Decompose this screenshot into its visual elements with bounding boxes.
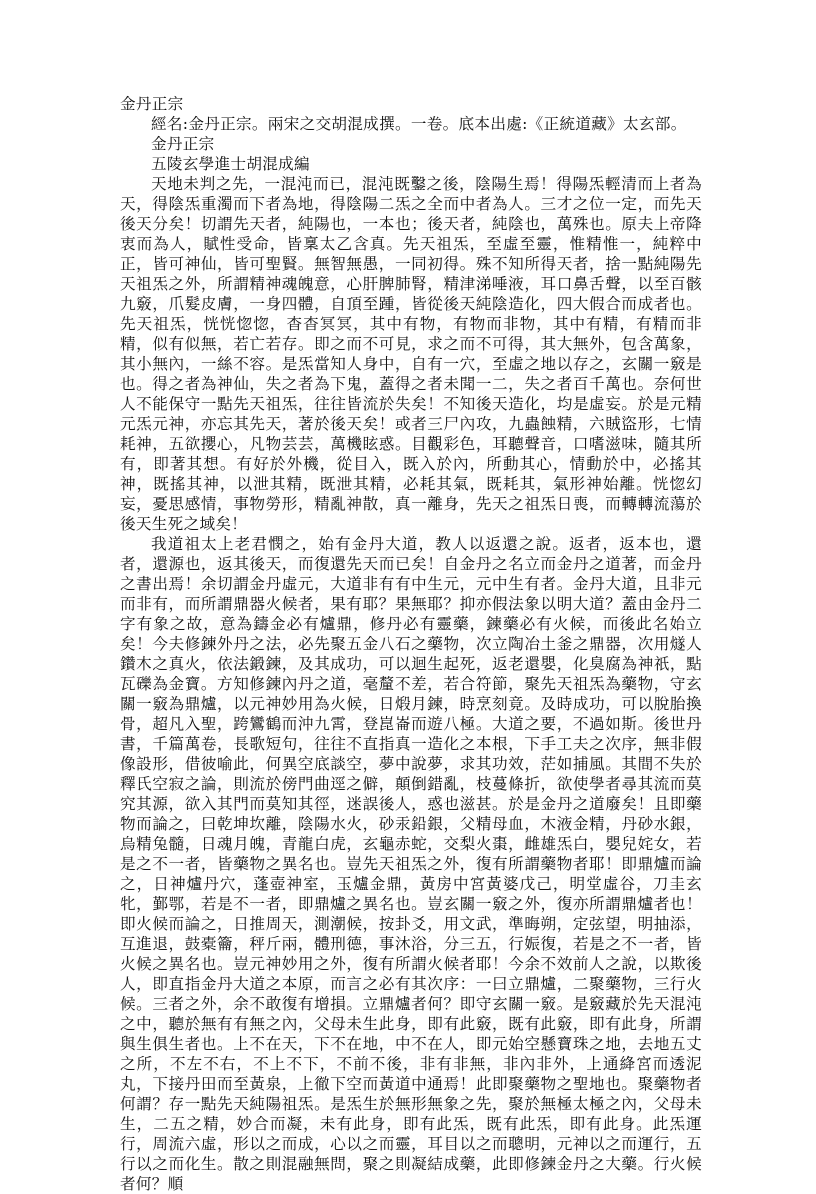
source-note: 經名:金丹正宗。兩宋之交胡混成撰。一卷。底本出處:《正統道藏》太玄部。 <box>151 115 687 133</box>
body-paragraph: 天地未判之先，一混沌而已，混沌既鑿之後，陰陽生焉！得陽炁輕清而上者為天，得陰炁重濁而下者為地，得陰陽二炁之全而中者為人。三才之位一定，而先天後天分矣！切謂先天者，純陽也，一本也；後天者，純陰也，萬殊也。原夫上帝降衷而為人，賦性受命，皆稟太乙含真。先天祖炁，至虛至靈，惟精惟一，純粹中正，皆可神仙，皆可聖賢。無智無愚，一同初得。殊不知所得天者，捨一點純陽先天祖炁之外，所謂精神魂魄意，心肝脾肺腎，精津涕唾液，耳口鼻舌聲，以至百骸九竅，爪髮皮膚，一身四體，自頂至踵，皆從後天純陰造化，四大假合而成者也。先天祖炁，恍恍惚惚，杳杳冥冥，其中有物，有物而非物，其中有精，有精而非精，似有似無，若亡若存。即之而不可見，求之而不可得，其大無外，包含萬象，其小無內，一絲不容。是炁當知人身中，自有一穴，至虛之地以存之，玄關一竅是也。得之者為神仙，失之者為下鬼，蓋得之者未聞一二，失之者百千萬也。奈何世人不能保守一點先天祖炁，往往皆流於失矣！不知後天造化，均是虛妄。於是元精元炁元神，亦忘其先天，著於後天矣！或者三尸內攻，九蟲蝕精，六賊盜形，七情耗神，五欲攖心，凡物芸芸，萬機眩惑。目觀彩色，耳聽聲音，口嗜滋味，隨其所有，即著其想。有好於外機，從目入，既入於內，所動其心，情動於中，必搖其神，既搖其神，以泄其精，既泄其精，必耗其氣，既耗其，氣形神始離。恍惚幻妄，憂思感情，事物勞形，精亂神散，真一離身，先天之祖炁日喪，而轉轉流蕩於後天生死之域矣！ <box>120 175 702 533</box>
document-title: 金丹正宗 <box>120 95 184 113</box>
document-subtitle: 金丹正宗 <box>151 135 215 153</box>
document-page <box>120 94 702 1194</box>
body-paragraph: 我道祖太上老君憫之，始有金丹大道，教人以返還之說。返者，返本也，還者，還源也，返其後天，而復還先天而已矣！自金丹之名立而金丹之道著，而金丹之書出焉！余切謂金丹虛元，大道非有有中生元，元中生有者。金丹大道，且非元而非有，而所謂鼎器火候者，果有耶？果無耶？抑亦假法象以明大道？蓋由金丹二字有象之故，意為鑄金必有爐鼎，修丹必有靈藥，鍊藥必有火候，而後此名始立矣！今夫修鍊外丹之法，必先聚五金八石之藥物，次立陶冶土釜之鼎器，次用燧人鑽木之真火，依法鍛鍊，及其成功，可以迴生起死，返老還嬰，化臭腐為神祇，點瓦礫為金寶。方知修鍊內丹之道，毫釐不差，若合符節，聚先天祖炁為藥物，守玄關一竅為鼎爐，以元神妙用為火候，日煅月鍊，時烹刻竟。及時成功，可以脫胎換骨，超凡入聖，跨鸞鶴而沖九霄，登崑崙而遊八極。大道之要，不過如斯。後世丹書，千篇萬卷，長歌短句，往往不直指真一造化之本根，下手工夫之次序，無非假像設形，借彼喻此，何異空底談空，夢中說夢，求其功效，茫如捕風。其間不失於釋氏空寂之論，則流於傍門曲逕之僻，顛倒錯亂，枝蔓條折，欲使學者尋其流而莫究其源，欲入其門而莫知其徑，迷誤後人，惑也滋甚。於是金丹之道廢矣！且即藥物而論之，曰乾坤坎離，陰陽水火，砂汞鉛銀，父精母血，木液金精，丹砂水銀，烏精兔髓，日魂月魄，青龍白虎，玄龜赤蛇，交梨火棗，雌雄炁白，嬰兒姹女，若是之不一者，皆藥物之異名也。豈先天祖炁之外，復有所謂藥物者耶！即鼎爐而論之，日神爐丹穴，蓬壺神室，玉爐金鼎，黃房中宮黃婆戊己，明堂虛谷，刀圭玄牝，鄞鄂，若是不一者，即鼎爐之異名也。豈玄關一竅之外，復亦所謂鼎爐者也！即火候而論之，日推周天，測潮候，按卦爻，用文武，準晦朔，定弦望，明抽添，互進退，鼓橐籥，秤斤兩，體刑德，事沐浴，分三五，行娠復，若是之不一者，皆火候之異名也。豈元神妙用之外，復有所謂火候者耶！今余不效前人之說，以欺後人，即直指金丹大道之本原，而言之必有其次序：一曰立鼎爐，二聚藥物，三行火候。三者之外，余不敢復有增損。立鼎爐者何？即守玄關一竅。是竅藏於先天混沌之中，聽於無有有無之內，父母未生此身，即有此竅，既有此竅，即有此身，所謂與生俱生者也。上不在天，下不在地，中不在人，即元始空懸寶珠之地，去地五丈之所，不左不右，不上不下，不前不後，非有非無，非內非外，上通絳宮而透泥丸，下接丹田而至黃泉，上徹下空而黃道中通焉！此即聚藥物之聖地也。聚藥物者何謂？存一點先天純陽祖炁。是炁生於無形無象之先，聚於無極太極之內，父母未生，二五之精，妙合而凝，未有此身，即有此炁，既有此炁，即有此身。此炁運行，周流六虛，形以之而成，心以之而靈，耳目以之而聰明，元神以之而運行，五行以之而化生。散之則混融無問，聚之則凝結成藥，此即修鍊金丹之大藥。行火候者何？順 <box>120 535 702 1193</box>
author-line: 五陵玄學進士胡混成編 <box>151 155 310 173</box>
